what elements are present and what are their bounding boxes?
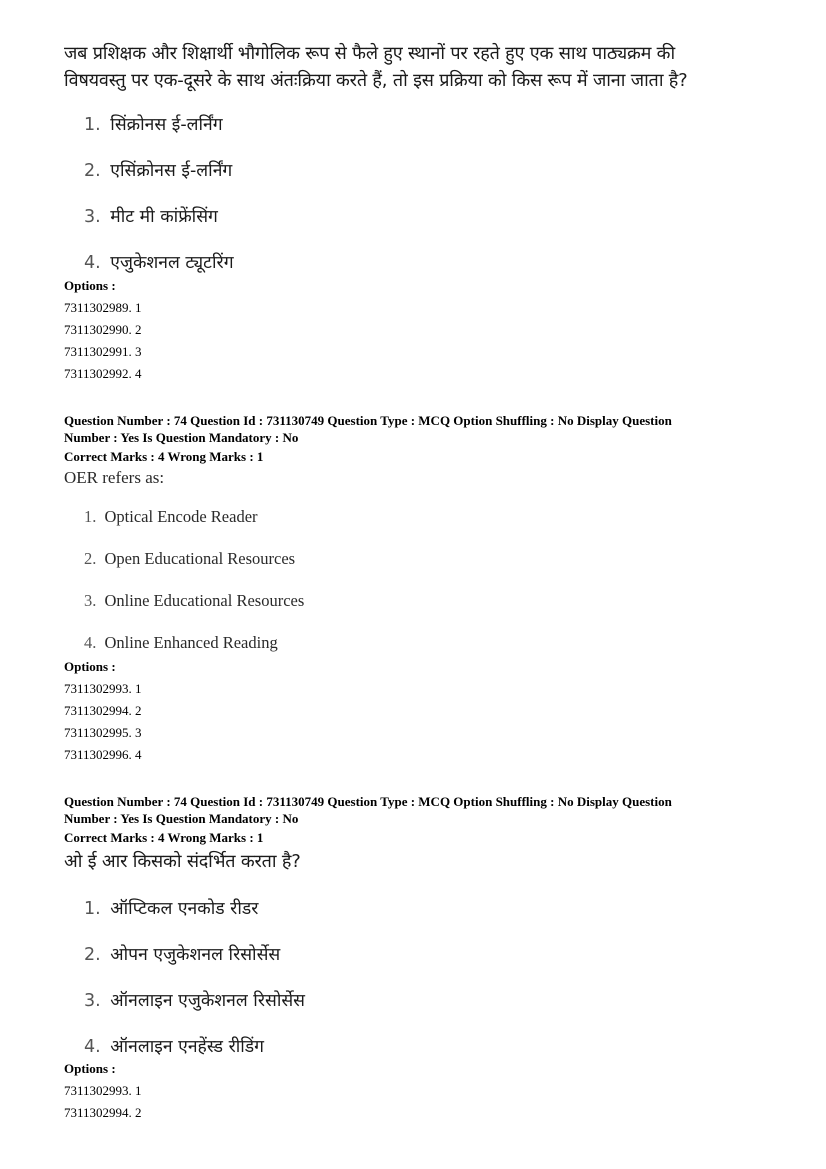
option-number: 3.	[84, 991, 101, 1011]
option-number: 2.	[84, 945, 101, 965]
option-id: 7311302991. 3	[64, 344, 142, 359]
option-number: 3.	[84, 591, 97, 610]
option-id: 7311302992. 4	[64, 366, 142, 381]
answer-option	[84, 507, 258, 527]
answer-option	[84, 250, 234, 274]
answer-option	[84, 942, 280, 966]
answer-option	[84, 633, 278, 653]
option-number: 1.	[84, 115, 101, 135]
question-text-line-1: जब प्रशिक्षक और शिक्षार्थी भौगोलिक रूप से फैले हुए स्थानों पर रहते हुए एक साथ पाठ्यक्रम की	[64, 43, 675, 64]
answer-option	[84, 112, 223, 136]
option-text: ओपन एजुकेशनल रिसोर्सेस	[110, 945, 281, 965]
option-number: 4.	[84, 633, 97, 652]
option-text: ऑप्टिकल एनकोड रीडर	[110, 899, 259, 919]
option-id: 7311302995. 3	[64, 725, 142, 740]
option-number: 3.	[84, 207, 101, 227]
options-label: Options :	[64, 1061, 116, 1076]
answer-option	[84, 1034, 264, 1058]
option-text: Open Educational Resources	[104, 549, 296, 568]
answer-option	[84, 549, 295, 569]
question-meta-line-2: Number : Yes Is Question Mandatory : No	[64, 430, 299, 445]
answer-option	[84, 896, 258, 920]
option-text: एसिंक्रोनस ई-लर्निंग	[110, 161, 233, 181]
question-text: OER refers as:	[64, 468, 165, 487]
option-number: 1.	[84, 507, 97, 526]
question-meta-line-2: Number : Yes Is Question Mandatory : No	[64, 811, 299, 826]
question-meta-line-1: Question Number : 74 Question Id : 731130749 Question Type : MCQ Option Shuffling : No Display Question	[64, 413, 672, 428]
option-text: ऑनलाइन एनहेंस्ड रीडिंग	[110, 1037, 265, 1057]
option-text: मीट मी कांफ्रेंसिंग	[110, 207, 218, 227]
options-label: Options :	[64, 659, 116, 674]
options-label: Options :	[64, 278, 116, 293]
option-text: Online Enhanced Reading	[104, 633, 278, 652]
answer-option	[84, 204, 218, 228]
question-text-line-2: विषयवस्तु पर एक-दूसरे के साथ अंतःक्रिया करते हैं, तो इस प्रक्रिया को किस रूप में जाना जाता है?	[64, 70, 688, 91]
option-id: 7311302989. 1	[64, 300, 142, 315]
question-meta	[64, 412, 764, 446]
option-text: Optical Encode Reader	[104, 507, 258, 526]
option-text: Online Educational Resources	[104, 591, 305, 610]
question-meta	[64, 793, 764, 827]
option-number: 4.	[84, 1037, 101, 1057]
option-text: सिंक्रोनस ई-लर्निंग	[110, 115, 223, 135]
option-number: 4.	[84, 253, 101, 273]
option-number: 1.	[84, 899, 101, 919]
question-meta-line-1: Question Number : 74 Question Id : 731130749 Question Type : MCQ Option Shuffling : No Display Question	[64, 794, 672, 809]
answer-option	[84, 158, 232, 182]
option-id: 7311302994. 2	[64, 1105, 142, 1120]
question-text: ओ ई आर किसको संदर्भित करता है?	[64, 851, 301, 872]
option-text: एजुकेशनल ट्यूटरिंग	[110, 253, 234, 273]
option-id: 7311302993. 1	[64, 681, 142, 696]
option-id: 7311302994. 2	[64, 703, 142, 718]
option-id: 7311302993. 1	[64, 1083, 142, 1098]
answer-option	[84, 591, 304, 611]
marks-info: Correct Marks : 4 Wrong Marks : 1	[64, 449, 264, 464]
option-id: 7311302990. 2	[64, 322, 142, 337]
option-id: 7311302996. 4	[64, 747, 142, 762]
option-text: ऑनलाइन एजुकेशनल रिसोर्सेस	[110, 991, 306, 1011]
option-number: 2.	[84, 549, 97, 568]
option-number: 2.	[84, 161, 101, 181]
marks-info: Correct Marks : 4 Wrong Marks : 1	[64, 830, 264, 845]
answer-option	[84, 988, 305, 1012]
